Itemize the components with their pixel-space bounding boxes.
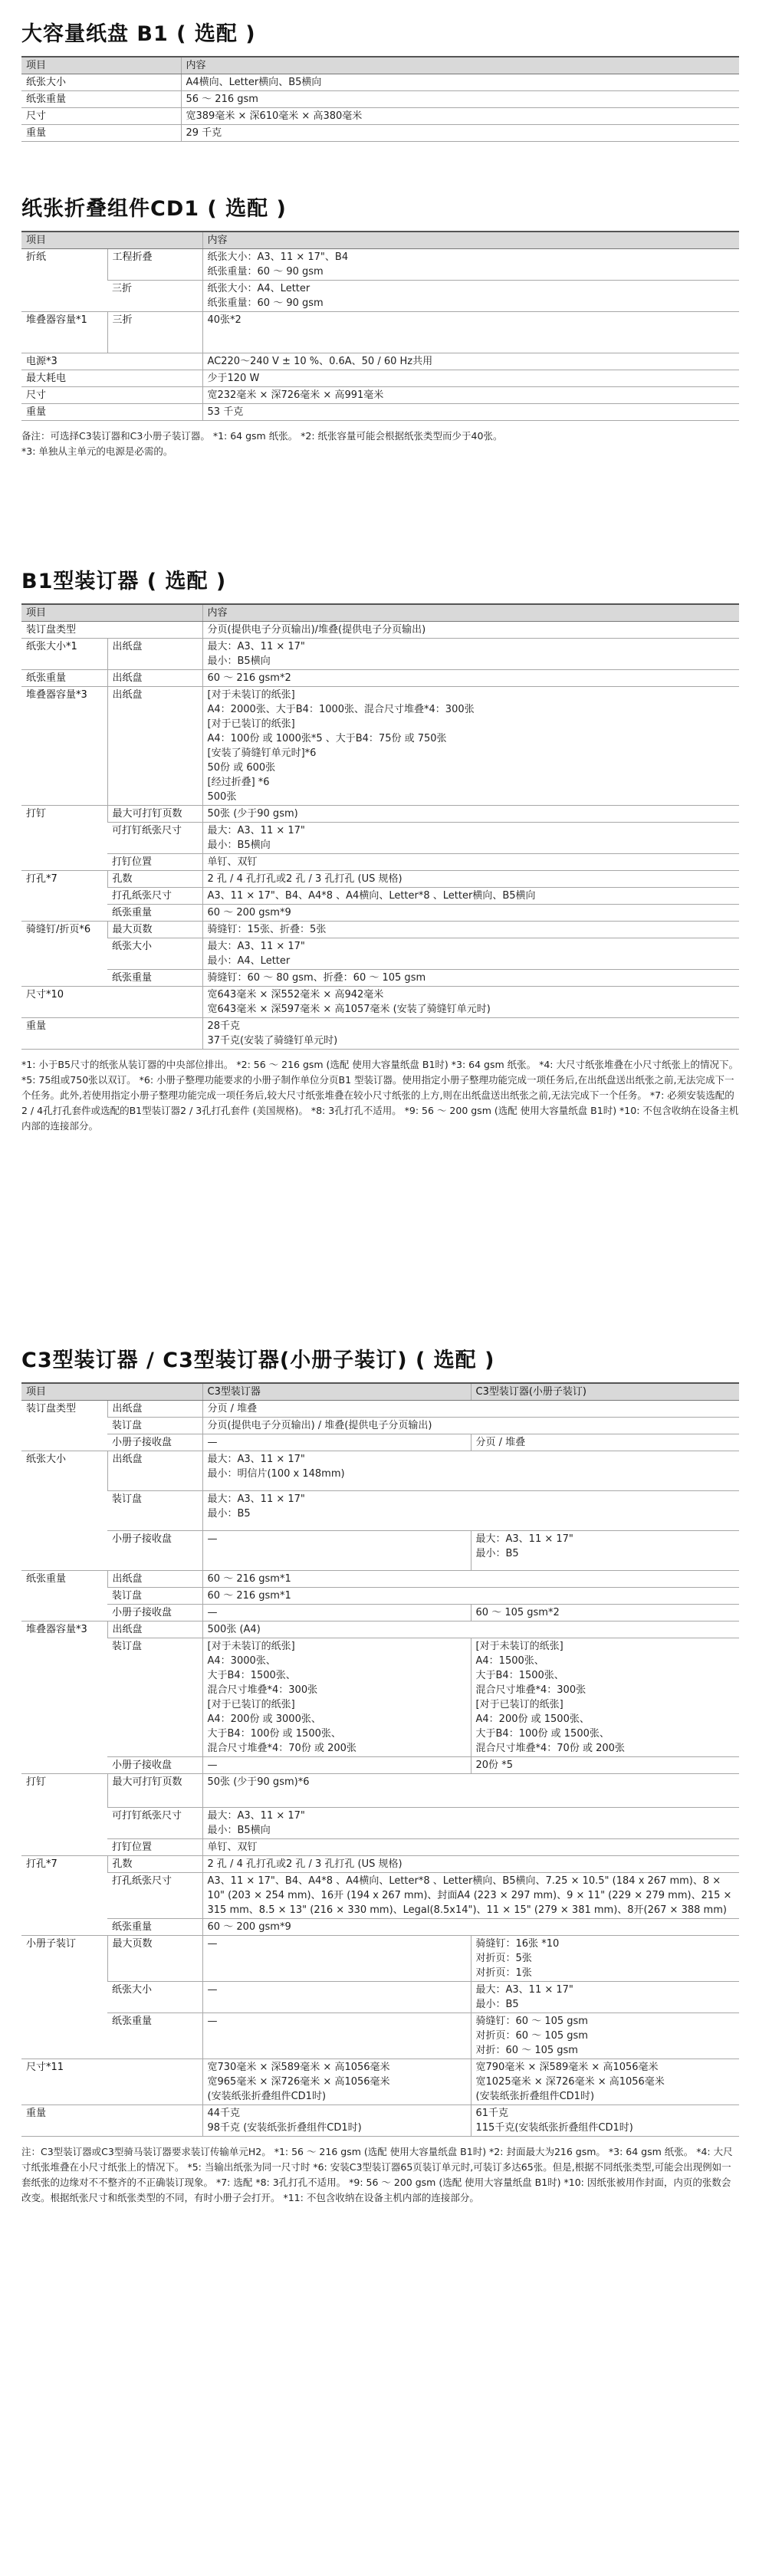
row-value: 单钉、双钉 [202, 1839, 739, 1856]
row-value: 最大：A3、11 × 17" 最小：明信片(100 x 148mm) [202, 1451, 739, 1491]
table-row [21, 1856, 739, 1873]
header-item: 项目 [21, 57, 181, 74]
sub-label: 装订盘 [107, 1491, 202, 1531]
row-label: 最大耗电 [21, 370, 202, 387]
footnote: *1: 小于B5尺寸的纸张从装订器的中央部位排出。 *2: 56 ～ 216 gsm (选配 使用大容量纸盘 B1时) *3: 64 gsm 纸张。 *4: 大尺寸纸张堆叠在小尺寸纸张上的情况下。 *5: 75组或750张以双订。 *6: 小册子整理功能要求的小册子制作单位分页B1 型装订器。使用指定小册子整理功能完成一项任务后,在出纸盘送出纸张之前,无法完成下一个任务。此外,若使用指定小册子整理功能完成一项任务后,较大尺寸纸张堆叠在较小尺寸纸张的上方,则在出纸盘送出纸张之前,无法完成下一个任务。 *7: 必须安装选配的2 / 4孔打孔套件或选配的B1型装订器2 / 3孔打孔套件 (美国规格)。 *8: 3孔打孔不适用。 *9: 56 ～ 200 gsm (选配 使用大容量纸盘 B1时) *10: 不包含收纳在设备主机内部的连接部分。 [21, 1059, 739, 1132]
table-row [21, 854, 739, 871]
table-row [21, 1018, 739, 1050]
row-value: 60 ～ 200 gsm*9 [202, 1919, 739, 1936]
table-row [21, 1401, 739, 1418]
spec-table [21, 1382, 739, 2137]
sub-label: 打钉位置 [107, 1839, 202, 1856]
sub-label: 最大可打钉页数 [107, 1774, 202, 1808]
row-value: 宽790毫米 × 深589毫米 × 高1056毫米 宽1025毫米 × 深726毫米 × 高1056毫米 (安装纸张折叠组件CD1时) [471, 2059, 739, 2105]
sub-label: 小册子接收盘 [107, 1434, 202, 1451]
row-value: A4横向、Letter横向、B5横向 [181, 74, 739, 91]
table-row [21, 871, 739, 888]
table-row [21, 2105, 739, 2137]
row-value: 29 千克 [181, 125, 739, 142]
table-row [21, 1757, 739, 1774]
sub-label: 出纸盘 [107, 670, 202, 687]
spec-table [21, 231, 739, 421]
section-folding-unit-cd1 [21, 192, 739, 459]
row-value: 50张 (少于90 gsm) [202, 806, 739, 823]
section-title: B1型装订器 ( 选配 ) [21, 570, 227, 593]
row-value: 28千克 37千克(安装了骑缝钉单元时) [202, 1018, 739, 1050]
sub-label: 纸张重量 [107, 2013, 202, 2059]
row-label: 折纸 [21, 249, 107, 312]
row-value: 最大：A3、11 × 17" 最小：B5 [471, 1982, 739, 2013]
row-value: 骑缝钉：16张 *10 对折页：5张 对折页：1张 [471, 1936, 739, 1982]
table-row [21, 249, 739, 281]
row-value: 60 ～ 105 gsm*2 [471, 1605, 739, 1622]
row-label: 纸张大小 [21, 74, 181, 91]
row-value: 纸张大小：A4、Letter 纸张重量：60 ～ 90 gsm [202, 281, 739, 312]
table-header-row [21, 57, 739, 74]
sub-label: 小册子接收盘 [107, 1605, 202, 1622]
table-header-row [21, 232, 739, 249]
row-value: 56 ～ 216 gsm [181, 91, 739, 108]
row-value: 单钉、双钉 [202, 854, 739, 871]
table-row [21, 74, 739, 91]
row-label: 尺寸 [21, 387, 202, 404]
table-row [21, 125, 739, 142]
row-label: 纸张大小 [21, 1451, 107, 1571]
table-row [21, 622, 739, 639]
row-value: 骑缝钉：60 ～ 105 gsm 对折页：60 ～ 105 gsm 对折：60 ～ 105 gsm [471, 2013, 739, 2059]
row-value: 500张 (A4) [202, 1622, 739, 1638]
section-finisher-b1 [21, 564, 739, 1134]
row-value: [对于未装订的纸张] A4：1500张、 大于B4：1500张、 混合尺寸堆叠*4：300张 [对于已装订的纸张] A4：200份 或 1500张、 大于B4：100份 或 1500张、 混合尺寸堆叠*4：70份 或 200张 [471, 1638, 739, 1757]
table-row [21, 2059, 739, 2105]
sub-label: 纸张重量 [107, 970, 202, 987]
table-row [21, 1605, 739, 1622]
row-value: 分页(提供电子分页输出)/堆叠(提供电子分页输出) [202, 622, 739, 639]
table-row [21, 1982, 739, 2013]
row-label: 打孔*7 [21, 871, 107, 922]
row-label: 装订盘类型 [21, 622, 202, 639]
sub-label: 最大可打钉页数 [107, 806, 202, 823]
table-row [21, 922, 739, 938]
row-value: 骑缝钉：60 ～ 80 gsm、折叠：60 ～ 105 gsm [202, 970, 739, 987]
section-title: C3型装订器 / C3型装订器(小册子装订) ( 选配 ) [21, 1349, 495, 1372]
row-label: 重量 [21, 1018, 202, 1050]
row-value: 60 ～ 216 gsm*2 [202, 670, 739, 687]
row-value: 少于120 W [202, 370, 739, 387]
row-value: — [202, 1434, 471, 1451]
row-label: 尺寸*11 [21, 2059, 202, 2105]
footnote: 备注：可选择C3装订器和C3小册子装订器。 *1: 64 gsm 纸张。 *2: 纸张容量可能会根据纸张类型而少于40张。 *3: 单独从主单元的电源是必需的。 [21, 430, 503, 457]
sub-label: 装订盘 [107, 1418, 202, 1434]
row-label: 小册子装订 [21, 1936, 107, 2059]
table-row [21, 1638, 739, 1757]
table-row [21, 806, 739, 823]
row-value: 最大：A3、11 × 17" 最小：B5横向 [202, 823, 739, 854]
row-value: — [202, 2013, 471, 2059]
sub-label: 最大页数 [107, 922, 202, 938]
table-row [21, 404, 739, 421]
table-row [21, 387, 739, 404]
row-value: AC220～240 V ± 10 %、0.6A、50 / 60 Hz共用 [202, 353, 739, 370]
row-value: 最大：A3、11 × 17" 最小：B5 [471, 1531, 739, 1571]
row-value: 2 孔 / 4 孔打孔或2 孔 / 3 孔打孔 (US 规格) [202, 1856, 739, 1873]
sub-label: 出纸盘 [107, 1622, 202, 1638]
sub-label: 打孔纸张尺寸 [107, 888, 202, 905]
header-item: 项目 [21, 604, 202, 622]
table-row [21, 1588, 739, 1605]
header-content: 内容 [202, 604, 739, 622]
row-value: — [202, 1757, 471, 1774]
header-finisher: C3型装订器 [202, 1383, 471, 1401]
row-value: 宽389毫米 × 深610毫米 × 高380毫米 [181, 108, 739, 125]
header-item: 项目 [21, 232, 202, 249]
row-label: 纸张重量 [21, 670, 107, 687]
sub-label: 三折 [107, 281, 202, 312]
table-row [21, 1839, 739, 1856]
row-value: — [202, 1982, 471, 2013]
sub-label: 纸张大小 [107, 938, 202, 970]
section-finisher-c3 [21, 1343, 739, 2206]
table-header-row [21, 1383, 739, 1401]
sub-label: 装订盘 [107, 1638, 202, 1757]
row-label: 装订盘类型 [21, 1401, 107, 1451]
row-value: 纸张大小：A3、11 × 17"、B4 纸张重量：60 ～ 90 gsm [202, 249, 739, 281]
header-content: 内容 [181, 57, 739, 74]
sub-label: 纸张重量 [107, 905, 202, 922]
row-value: [对于未装订的纸张] A4：3000张、 大于B4：1500张、 混合尺寸堆叠*4：300张 [对于已装订的纸张] A4：200份 或 3000张、 大于B4：100份 或 1500张、 混合尺寸堆叠*4：70份 或 200张 [202, 1638, 471, 1757]
row-label: 堆叠器容量*1 [21, 312, 107, 353]
sub-label: 出纸盘 [107, 1451, 202, 1491]
sub-label: 打孔纸张尺寸 [107, 1873, 202, 1919]
row-label: 重量 [21, 125, 181, 142]
table-row [21, 1451, 739, 1491]
table-row [21, 1808, 739, 1839]
spec-table [21, 603, 739, 1050]
sub-label: 纸张重量 [107, 1919, 202, 1936]
header-booklet-finisher: C3型装订器(小册子装订) [471, 1383, 739, 1401]
section-title: 纸张折叠组件CD1 ( 选配 ) [21, 197, 287, 221]
table-row [21, 1622, 739, 1638]
table-row [21, 1434, 739, 1451]
table-row [21, 1774, 739, 1808]
sub-label: 最大页数 [107, 1936, 202, 1982]
table-row [21, 970, 739, 987]
table-row [21, 888, 739, 905]
sub-label: 可打钉纸张尺寸 [107, 823, 202, 854]
table-row [21, 905, 739, 922]
spec-table [21, 56, 739, 142]
row-value: A3、11 × 17"、B4、A4*8 、A4横向、Letter*8 、Letter横向、B5横向 [202, 888, 739, 905]
sub-label: 出纸盘 [107, 639, 202, 670]
sub-label: 孔数 [107, 1856, 202, 1873]
table-row [21, 312, 739, 353]
table-row [21, 1491, 739, 1531]
row-label: 重量 [21, 404, 202, 421]
table-row [21, 1571, 739, 1588]
sub-label: 纸张大小 [107, 1982, 202, 2013]
table-header-row [21, 604, 739, 622]
row-value: 分页 / 堆叠 [202, 1401, 739, 1418]
sub-label: 三折 [107, 312, 202, 353]
row-value: A3、11 × 17"、B4、A4*8 、A4横向、Letter*8 、Letter横向、B5横向、7.25 × 10.5" (184 x 267 mm)、8 × 10" (203 × 254 mm)、16开 (194 x 267 mm)、封面A4 (223 × 297 mm)、9 × 11" (229 × 279 mm)、215 × 315 mm、8.5 × 13" (216 × 330 mm)、Legal(8.5x14")、11 × 15" (279 × 381 mm)、8开(267 × 388 mm) [202, 1873, 739, 1919]
sub-label: 孔数 [107, 871, 202, 888]
row-value: 50张 (少于90 gsm)*6 [202, 1774, 739, 1808]
table-row [21, 91, 739, 108]
sub-label: 出纸盘 [107, 687, 202, 806]
row-value: [对于未装订的纸张] A4：2000张、大于B4：1000张、混合尺寸堆叠*4：300张 [对于已装订的纸张] A4：100份 或 1000张*5 、大于B4：75份 或 750张 [安装了骑缝钉单元时]*6 50份 或 600张 [经过折叠] *6 500张 [202, 687, 739, 806]
row-label: 打孔*7 [21, 1856, 107, 1936]
header-item: 项目 [21, 1383, 202, 1401]
table-row [21, 1936, 739, 1982]
row-label: 重量 [21, 2105, 202, 2137]
table-row [21, 987, 739, 1018]
header-content: 内容 [202, 232, 739, 249]
table-row [21, 2013, 739, 2059]
table-row [21, 639, 739, 670]
footnote: 注：C3型装订器或C3型骑马装订器要求装订传输单元H2。 *1: 56 ～ 216 gsm (选配 使用大容量纸盘 B1时) *2: 封面最大为216 gsm。 *3: 64 gsm 纸张。 *4: 大尺寸纸张堆叠在小尺寸纸张上的情况下。 *5: 当输出纸张为同一尺寸时 *6: 安装C3型装订器65页装订单元时,可装订多达65张。但是,根据不同纸张类型,可能会出现例如一套纸张的边缘对不不整齐的不正确装订现象。 *7: 选配 *8: 3孔打孔不适用。 *9: 56 ～ 200 gsm (选配 使用大容量纸盘 B1时) *10: 因纸张被用作封面，内页的张数会改变。根据纸张尺寸和纸张类型的不同，有时小册子会打开。 *11: 不包含收纳在设备主机内部的连接部分。 [21, 2146, 733, 2203]
row-label: 纸张大小*1 [21, 639, 107, 670]
row-value: 最大：A3、11 × 17" 最小：A4、Letter [202, 938, 739, 970]
row-value: 20份 *5 [471, 1757, 739, 1774]
row-value: 最大：A3、11 × 17" 最小：B5横向 [202, 1808, 739, 1839]
table-row [21, 1919, 739, 1936]
row-value: 2 孔 / 4 孔打孔或2 孔 / 3 孔打孔 (US 规格) [202, 871, 739, 888]
sub-label: 出纸盘 [107, 1571, 202, 1588]
row-label: 纸张重量 [21, 91, 181, 108]
row-label: 打钉 [21, 806, 107, 871]
row-value: 最大：A3、11 × 17" 最小：B5 [202, 1491, 739, 1531]
row-label: 堆叠器容量*3 [21, 687, 107, 806]
row-value: — [202, 1936, 471, 1982]
row-label: 尺寸*10 [21, 987, 202, 1018]
row-label: 打钉 [21, 1774, 107, 1856]
table-row [21, 1531, 739, 1571]
row-value: 宽232毫米 × 深726毫米 × 高991毫米 [202, 387, 739, 404]
row-value: 44千克 98千克 (安装纸张折叠组件CD1时) [202, 2105, 471, 2137]
table-row [21, 108, 739, 125]
sub-label: 出纸盘 [107, 1401, 202, 1418]
sub-label: 装订盘 [107, 1588, 202, 1605]
table-row [21, 1418, 739, 1434]
row-value: 61千克 115千克(安装纸张折叠组件CD1时) [471, 2105, 739, 2137]
row-label: 骑缝钉/折页*6 [21, 922, 107, 987]
row-value: 最大：A3、11 × 17" 最小：B5横向 [202, 639, 739, 670]
table-row [21, 687, 739, 806]
table-row [21, 370, 739, 387]
row-value: 60 ～ 216 gsm*1 [202, 1571, 739, 1588]
sub-label: 小册子接收盘 [107, 1757, 202, 1774]
row-value: 53 千克 [202, 404, 739, 421]
sub-label: 小册子接收盘 [107, 1531, 202, 1571]
row-label: 电源*3 [21, 353, 202, 370]
section-lct-b1 [21, 17, 739, 142]
section-title: 大容量纸盘 B1 ( 选配 ) [21, 22, 256, 46]
sub-label: 可打钉纸张尺寸 [107, 1808, 202, 1839]
table-row [21, 670, 739, 687]
table-row [21, 1873, 739, 1919]
row-label: 纸张重量 [21, 1571, 107, 1622]
row-label: 堆叠器容量*3 [21, 1622, 107, 1774]
table-row [21, 938, 739, 970]
row-label: 尺寸 [21, 108, 181, 125]
row-value: — [202, 1605, 471, 1622]
row-value: 40张*2 [202, 312, 739, 353]
row-value: 骑缝钉：15张、折叠：5张 [202, 922, 739, 938]
table-row [21, 353, 739, 370]
table-row [21, 823, 739, 854]
sub-label: 打钉位置 [107, 854, 202, 871]
row-value: 宽643毫米 × 深552毫米 × 高942毫米 宽643毫米 × 深597毫米 × 高1057毫米 (安装了骑缝钉单元时) [202, 987, 739, 1018]
table-row [21, 281, 739, 312]
row-value: 60 ～ 216 gsm*1 [202, 1588, 739, 1605]
row-value: 60 ～ 200 gsm*9 [202, 905, 739, 922]
row-value: 宽730毫米 × 深589毫米 × 高1056毫米 宽965毫米 × 深726毫米 × 高1056毫米 (安装纸张折叠组件CD1时) [202, 2059, 471, 2105]
sub-label: 工程折叠 [107, 249, 202, 281]
row-value: 分页(提供电子分页输出) / 堆叠(提供电子分页输出) [202, 1418, 739, 1434]
row-value: — [202, 1531, 471, 1571]
row-value: 分页 / 堆叠 [471, 1434, 739, 1451]
